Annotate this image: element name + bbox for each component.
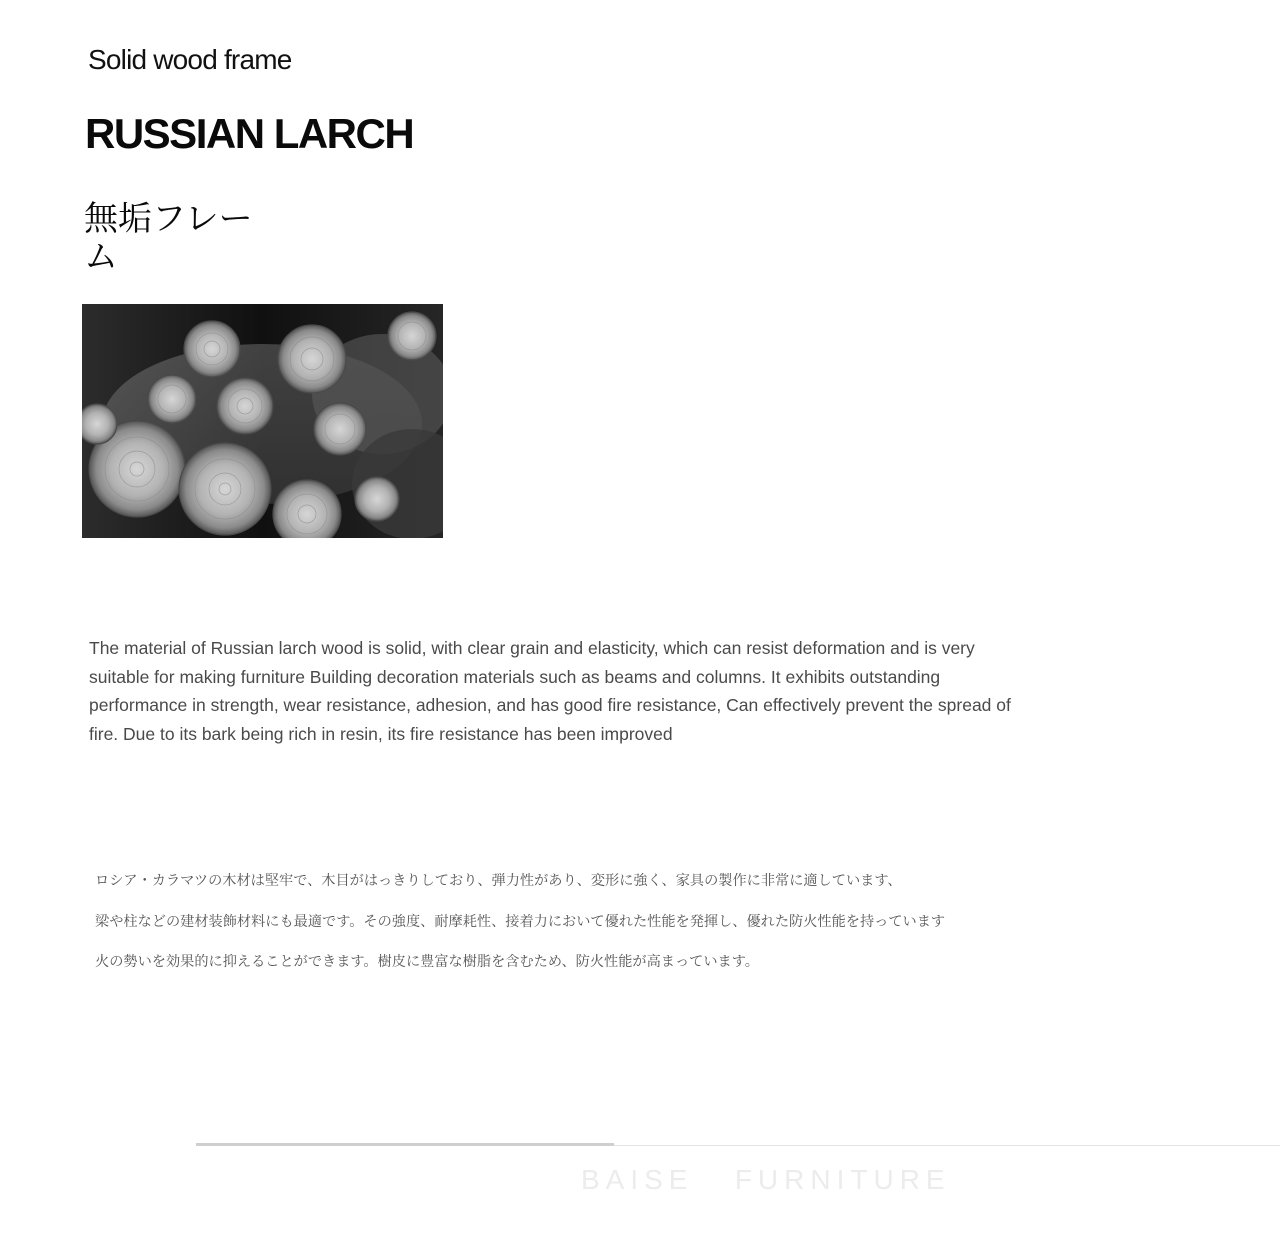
description-english: The material of Russian larch wood is solid, with clear grain and elasticity, which can resist deformation and is very suitable for making furniture Building decoration materials such as beams and columns. It exhibits outstanding performance in strength, wear resistance, adhesion, and has good fire resistance, Can effectively prevent the spread of fire. Due to its bark being rich in resin, its fire resistance has been improved xyxy=(89,638,1011,744)
divider-line xyxy=(614,1145,1280,1146)
description-japanese-line: ロシア・カラマツの木材は堅牢で、木目がはっきりしており、弾力性があり、変形に強く、家具の製作に非常に適しています、 xyxy=(95,873,902,889)
description-japanese-line: 梁や柱などの建材装飾材料にも最適です。その強度、耐摩耗性、接着力において優れた性能を発揮し、優れた防火性能を持っています xyxy=(95,913,946,930)
japanese-title: 無垢フレーム xyxy=(84,199,253,277)
description-japanese xyxy=(95,868,1015,990)
log-pile-photo xyxy=(82,304,443,538)
log-pile-illustration xyxy=(82,304,443,538)
brand-watermark: BAISE FURNITURE xyxy=(581,1164,951,1195)
page-title: RUSSIAN LARCH xyxy=(85,110,414,157)
divider-accent xyxy=(196,1143,614,1146)
section-subtitle: Solid wood frame xyxy=(88,44,292,75)
description-japanese-line: 火の勢いを効果的に抑えることができます。樹皮に豊富な樹脂を含むため、防火性能が高まっています。 xyxy=(95,954,759,970)
